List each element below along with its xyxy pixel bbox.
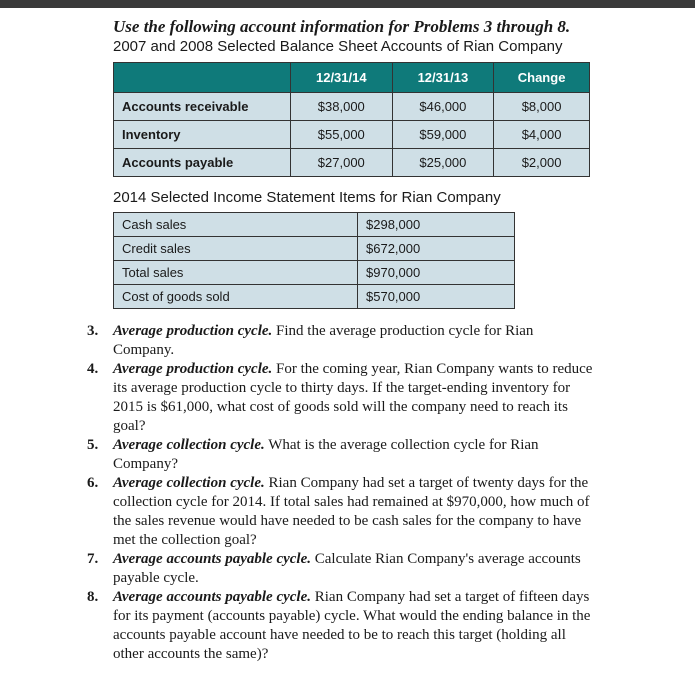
cell: $2,000 [494, 149, 590, 177]
problem-number: 3. [87, 323, 99, 339]
problem-heading: Average production cycle. [113, 323, 273, 339]
problem-heading: Average accounts payable cycle. [113, 551, 311, 567]
table-row [114, 121, 590, 149]
row-label: Accounts receivable [114, 93, 291, 121]
problem-item [87, 360, 597, 436]
cell: $298,000 [358, 213, 515, 237]
problem-number: 6. [87, 475, 99, 491]
problem-heading: Average collection cycle. [113, 475, 265, 491]
problem-item [87, 322, 597, 360]
row-label: Inventory [114, 121, 291, 149]
problem-number: 7. [87, 551, 99, 567]
row-label: Credit sales [114, 237, 358, 261]
row-label: Total sales [114, 261, 358, 285]
row-label: Cash sales [114, 213, 358, 237]
cell: $8,000 [494, 93, 590, 121]
problem-number: 4. [87, 361, 99, 377]
header-cell: 12/31/14 [291, 63, 393, 93]
cell: $55,000 [291, 121, 393, 149]
problem-text: Calculate Rian Company's average accounts payable cycle. [113, 551, 581, 586]
problem-text: For the coming year, Rian Company wants to reduce its average production cycle to thirty days. If the target-ending inventory for 2015 is $61,000, what cost of goods sold will the company need to reach its goal? [113, 361, 593, 434]
table-row [114, 149, 590, 177]
header-cell: 12/31/13 [392, 63, 494, 93]
page-title: Use the following account information for Problems 3 through 8. [113, 17, 571, 36]
balance-sheet-caption: 2007 and 2008 Selected Balance Sheet Accounts of Rian Company [113, 38, 563, 55]
table-row [114, 213, 515, 237]
cell: $25,000 [392, 149, 494, 177]
cell: $46,000 [392, 93, 494, 121]
income-statement-caption: 2014 Selected Income Statement Items for Rian Company [113, 189, 501, 206]
row-label: Cost of goods sold [114, 285, 358, 309]
problem-item [87, 436, 597, 474]
cell: $672,000 [358, 237, 515, 261]
problem-text: What is the average collection cycle for Rian Company? [113, 437, 539, 472]
table-row [114, 237, 515, 261]
cell: $27,000 [291, 149, 393, 177]
top-bar [0, 0, 695, 8]
problem-heading: Average accounts payable cycle. [113, 589, 311, 605]
row-label: Accounts payable [114, 149, 291, 177]
problem-number: 8. [87, 589, 99, 605]
table-row [114, 285, 515, 309]
problem-text: Rian Company had set a target of twenty days for the collection cycle for 2014. If total sales had remained at $970,000, how much of the sales revenue would have needed to be cash sales for the company to have met the collection goal? [113, 475, 590, 548]
problem-list [87, 322, 597, 664]
cell: $4,000 [494, 121, 590, 149]
header-cell: Change [494, 63, 590, 93]
table-row [114, 261, 515, 285]
table-header-row [114, 63, 590, 93]
cell: $970,000 [358, 261, 515, 285]
problem-heading: Average production cycle. [113, 361, 273, 377]
problem-item [87, 588, 597, 664]
cell: $59,000 [392, 121, 494, 149]
problem-heading: Average collection cycle. [113, 437, 265, 453]
table-row [114, 93, 590, 121]
income-statement-table [113, 212, 515, 309]
cell: $570,000 [358, 285, 515, 309]
problem-item [87, 550, 597, 588]
cell: $38,000 [291, 93, 393, 121]
header-cell [114, 63, 291, 93]
problem-text: Rian Company had set a target of fifteen days for its payment (accounts payable) cycle. What would the ending balance in the accounts payable account have needed to be to reach this target (holding all other accounts the same)? [113, 589, 591, 662]
problem-number: 5. [87, 437, 99, 453]
problem-text: Find the average production cycle for Rian Company. [113, 323, 534, 358]
balance-sheet-table [113, 62, 590, 177]
problem-item [87, 474, 597, 550]
